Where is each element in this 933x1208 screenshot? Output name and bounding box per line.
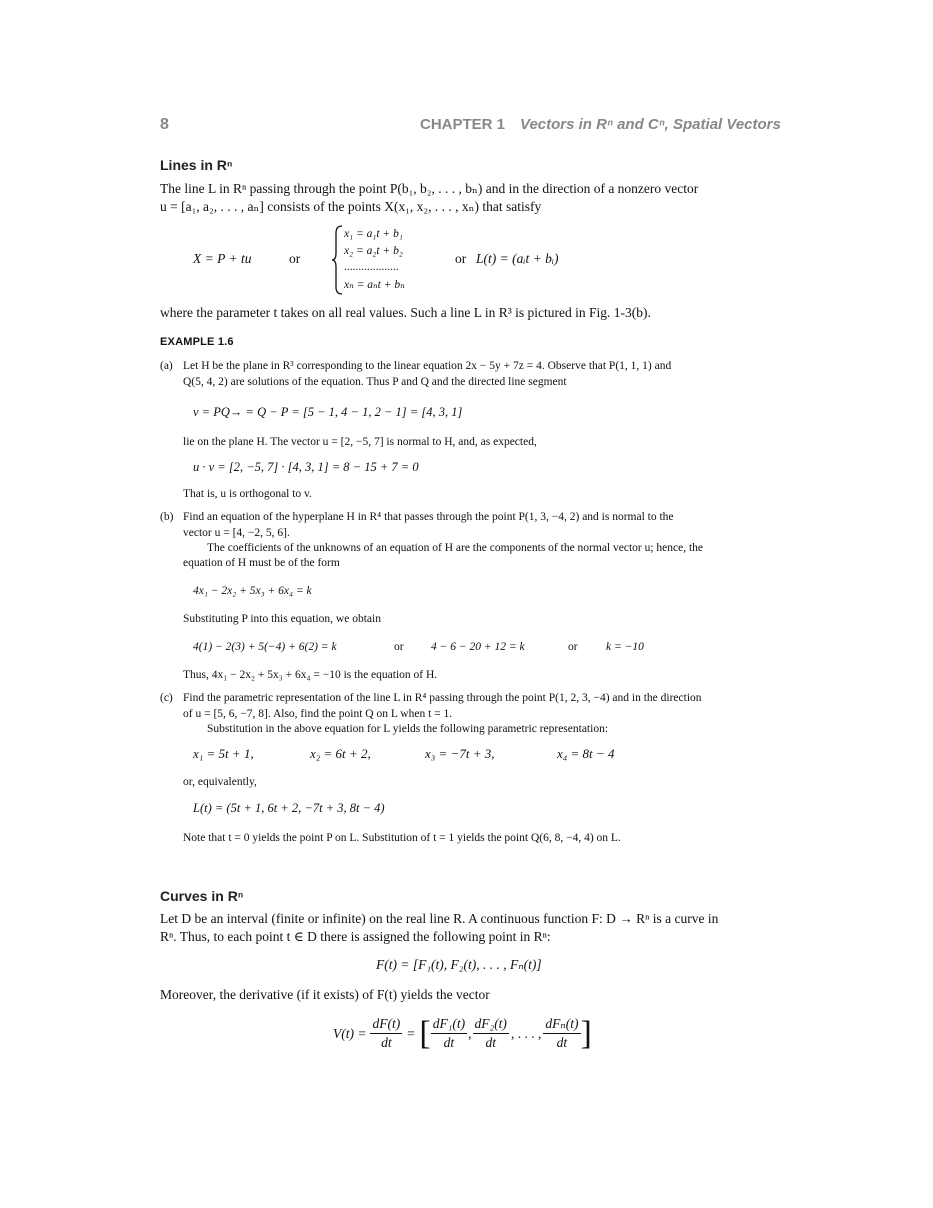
curves-para-line1: Let D be an interval (finite or infinite) on the real line R. A continuous function F: D → Rⁿ is a curve in [160,911,719,926]
or-word: or [455,251,467,266]
part-b-substitution-2: 4 − 6 − 20 + 12 = k [431,641,525,653]
lines-intro-line1: The line L in Rⁿ passing through the point P(b₁, b₂, . . . , bₙ) and in the direction of a nonzero vector [160,181,699,196]
part-c-x4: x₄ = 8t − 4 [557,746,615,761]
part-c-line5: Note that t = 0 yields the point P on L. Substitution of t = 1 yields the point Q(6, 8, −4, 4) on L. [183,832,621,844]
or-word: or [568,641,578,653]
part-b-hyperplane-form: 4x₁ − 2x₂ + 5x₃ + 6x₄ = k [193,585,312,597]
denominator: dt [381,1035,392,1050]
part-b-line4: equation of H must be of the form [183,557,340,569]
part-b-label: (b) [160,511,174,523]
part-a-line2: Q(5, 4, 2) are solutions of the equation. Thus P and Q and the directed line segment [183,376,567,388]
part-b-line1: Find an equation of the hyperplane H in R⁴ that passes through the point P(1, 3, −4, 2) and is normal to the [183,511,674,523]
curve-equation: F(t) = [F₁(t), F₂(t), . . . , Fₙ(t)] [376,957,542,972]
fraction [370,1015,402,1052]
part-b-line5: Substituting P into this equation, we obtain [183,613,381,625]
comma: , [468,1025,472,1041]
example-label: EXAMPLE 1.6 [160,336,234,348]
derivative-equation [333,1015,592,1052]
part-c-x3: x₃ = −7t + 3, [425,746,495,761]
fraction [473,1015,509,1052]
part-b-line6: Thus, 4x₁ − 2x₂ + 5x₃ + 6x₄ = −10 is the equation of H. [183,669,438,681]
part-a-segment-equation: v = PQ→ = Q − P = [5 − 1, 4 − 1, 2 − 1] = [4, 3, 1] [193,405,463,419]
fraction [431,1015,467,1052]
part-c-x2: x₂ = 6t + 2, [310,746,371,761]
or-word: or [394,641,404,653]
denominator: dt [556,1035,568,1050]
part-a-line1: Let H be the plane in R³ corresponding to the linear equation 2x − 5y + 7z = 4. Observe that P(1, 1, 1) and [183,360,672,372]
part-c-line2: of u = [5, 6, −7, 8]. Also, find the point Q on L when t = 1. [183,708,453,720]
part-b-result: k = −10 [606,641,644,653]
chapter-label: CHAPTER 1 [420,116,506,133]
part-c-label: (c) [160,692,173,704]
lines-parameter-note: where the parameter t takes on all real values. Such a line L in R³ is pictured in Fig. 1-3(b). [160,305,651,320]
line-equation-vector: X = P + tu [193,251,252,266]
numerator: dFₙ(t) [543,1015,580,1034]
system-row-dots: ................... [344,261,399,273]
fraction [543,1015,580,1052]
system-row-n: xₙ = aₙt + bₙ [344,279,405,291]
left-brace [331,225,343,295]
left-bracket: [ [419,1014,431,1052]
part-c-line1: Find the parametric representation of the line L in R⁴ passing through the point P(1, 2, 3, −4) and in the direction [183,692,702,704]
page-number: 8 [160,116,169,133]
section-heading-curves: Curves in Rⁿ [160,888,244,904]
derivative-lhs: V(t) = [333,1025,367,1041]
line-equation-function: L(t) = (aᵢt + bᵢ) [476,251,559,266]
or-word: or [289,251,301,266]
denominator: dt [443,1035,455,1050]
part-c-x1: x₁ = 5t + 1, [193,746,254,761]
part-c-line3: Substitution in the above equation for L yields the following parametric representation: [207,723,609,735]
part-a-label: (a) [160,360,173,372]
numerator: dF₂(t) [473,1015,509,1034]
equals-sign: = [406,1025,416,1041]
part-b-substitution-1: 4(1) − 2(3) + 5(−4) + 6(2) = k [193,641,337,653]
numerator: dF₁(t) [431,1015,467,1034]
part-a-line4: That is, u is orthogonal to v. [183,488,312,500]
ellipsis: , . . . , [510,1025,542,1041]
part-c-vector-form: L(t) = (5t + 1, 6t + 2, −7t + 3, 8t − 4) [193,801,385,815]
chapter-title: Vectors in Rⁿ and Cⁿ, Spatial Vectors [520,116,781,133]
part-a-dot-product: u · v = [2, −5, 7] · [4, 3, 1] = 8 − 15 + 7 = 0 [193,460,419,474]
part-c-line4: or, equivalently, [183,776,257,788]
right-bracket: ] [580,1014,592,1052]
section-heading-lines: Lines in Rⁿ [160,157,233,173]
part-b-line3: The coefficients of the unknowns of an equation of H are the components of the normal vector u; hence, the [207,542,704,554]
system-row-1: x₁ = a₁t + b₁ [344,228,403,240]
curves-para-line3: Moreover, the derivative (if it exists) of F(t) yields the vector [160,987,490,1002]
denominator: dt [485,1035,496,1050]
part-b-line2: vector u = [4, −2, 5, 6]. [183,527,290,539]
lines-intro-line2: u = [a₁, a₂, . . . , aₙ] consists of the points X(x₁, x₂, . . . , xₙ) that satisfy [160,199,542,214]
system-row-2: x₂ = a₂t + b₂ [344,245,403,257]
part-a-line3: lie on the plane H. The vector u = [2, −5, 7] is normal to H, and, as expected, [183,436,537,448]
numerator: dF(t) [370,1015,402,1034]
curves-para-line2: Rⁿ. Thus, to each point t ∈ D there is assigned the following point in Rⁿ: [160,929,551,944]
